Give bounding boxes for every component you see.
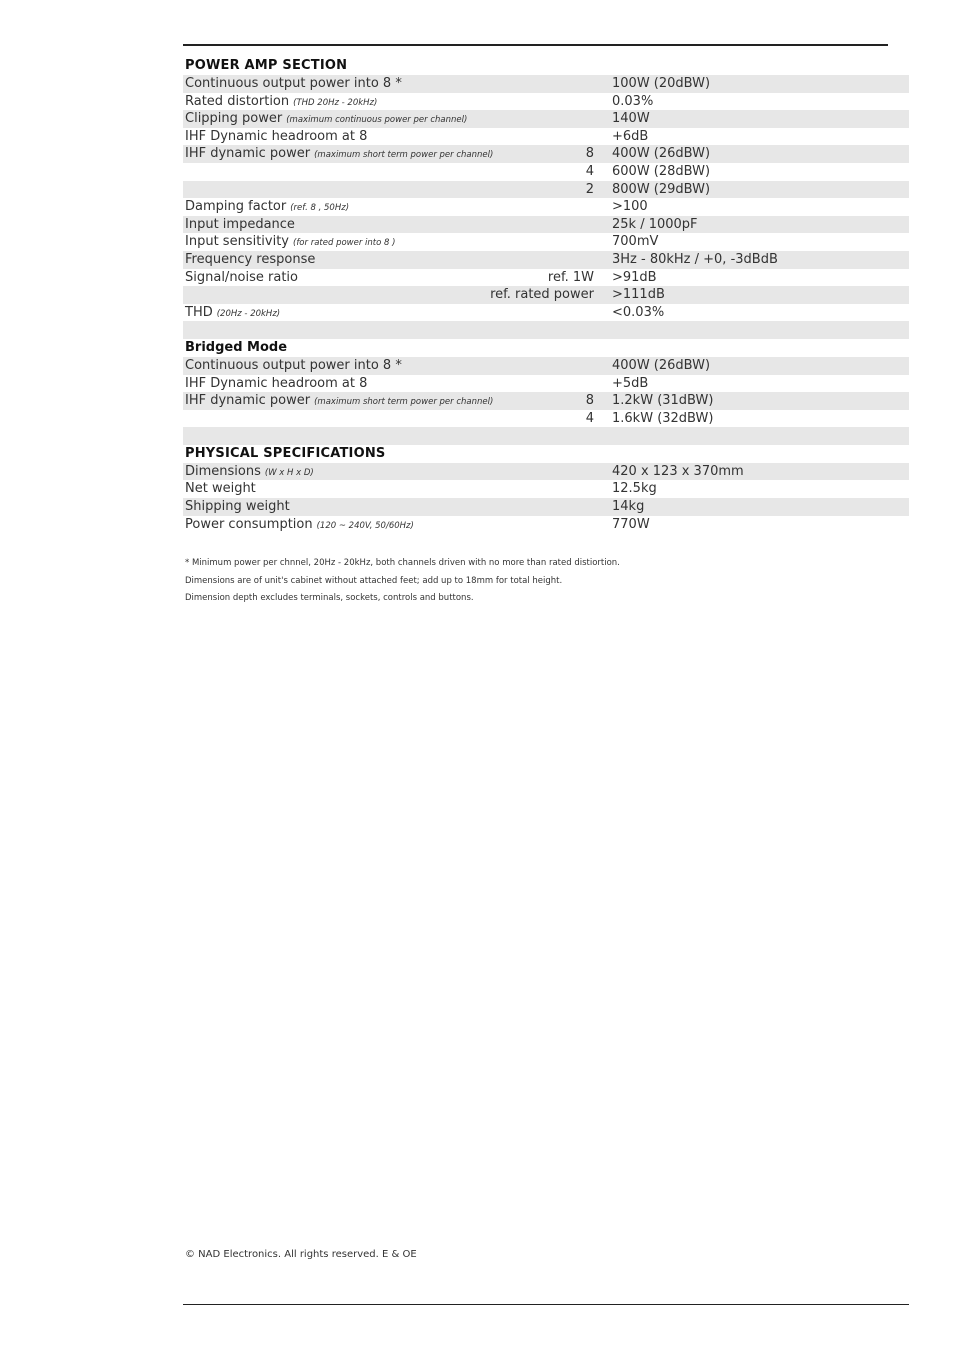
- spec-note: (maximum continuous power per channel): [286, 115, 468, 126]
- spec-row: [183, 216, 909, 234]
- spec-label-text: Dimensions: [185, 463, 261, 479]
- spec-note: (for rated power into 8 ): [293, 238, 396, 249]
- spec-value: 420 x 123 x 370mm: [612, 463, 744, 479]
- spec-note: (W x H x D): [264, 467, 314, 478]
- spec-label-text: Net weight: [185, 481, 256, 497]
- spec-row: [183, 410, 909, 428]
- spec-value: 25k / 1000pF: [612, 216, 698, 232]
- spec-label-text: Continuous output power into 8 *: [185, 76, 402, 91]
- spec-note: (120 ~ 240V, 50/60Hz): [316, 520, 414, 531]
- spec-label-text: THD: [185, 304, 213, 320]
- spec-label-text: Input sensitivity: [185, 234, 289, 250]
- copyright-notice: © NAD Electronics. All rights reserved. E & OE: [185, 1249, 417, 1260]
- spec-row: [183, 198, 909, 216]
- spec-label-text: Signal/noise ratio: [185, 269, 298, 285]
- section-spacer: [183, 427, 909, 445]
- spec-value: <0.03%: [612, 304, 665, 320]
- spec-row: [183, 269, 909, 287]
- bridged-rows: [183, 357, 909, 427]
- spec-row: [183, 181, 909, 199]
- spec-condition: ref. 1W: [547, 269, 594, 285]
- spec-value: 770W: [612, 516, 650, 532]
- spec-row: [183, 110, 909, 128]
- footnote: Dimension depth excludes terminals, sockets, controls and buttons.: [185, 593, 474, 604]
- spec-value: 0.03%: [612, 93, 654, 109]
- spec-value: 12.5kg: [612, 481, 657, 497]
- spec-row: [183, 251, 909, 269]
- power-amp-rows: [183, 75, 909, 321]
- spec-condition: 8: [585, 146, 594, 162]
- spec-row: [183, 128, 909, 146]
- spec-label-text: IHF dynamic power: [185, 146, 311, 162]
- spec-row: [183, 392, 909, 410]
- spec-label: [185, 304, 280, 324]
- spec-row: [183, 463, 909, 481]
- spec-value: 800W (29dBW): [612, 181, 711, 197]
- spec-condition: 8: [585, 393, 594, 409]
- spec-label: [185, 516, 414, 536]
- spec-value: 140W: [612, 111, 650, 127]
- spec-sheet: [183, 57, 909, 533]
- spec-value: 14kg: [612, 499, 645, 515]
- spec-value: +5dB: [612, 375, 649, 391]
- spec-row: [183, 304, 909, 322]
- spec-value: 3Hz - 80kHz / +0, -3dBdB: [612, 251, 778, 267]
- spec-row: [183, 516, 909, 534]
- spec-value: 700mV: [612, 234, 659, 250]
- spec-row: [183, 145, 909, 163]
- spec-note: (maximum short term power per channel): [314, 150, 494, 161]
- spec-note: (20Hz - 20kHz): [216, 308, 281, 319]
- power-amp-section-title: POWER AMP SECTION: [185, 58, 348, 73]
- spec-label-text: Rated distortion: [185, 93, 290, 109]
- spec-label-text: Power consumption: [185, 516, 313, 532]
- spec-note: (ref. 8 , 50Hz): [290, 203, 350, 214]
- spec-note: (maximum short term power per channel): [314, 397, 494, 408]
- spec-value: 1.2kW (31dBW): [612, 393, 714, 409]
- physical-specifications-title: PHYSICAL SPECIFICATIONS: [185, 445, 386, 461]
- spec-condition: 4: [585, 410, 594, 426]
- spec-label-text: IHF Dynamic headroom at 8: [185, 128, 368, 144]
- spec-row: [183, 498, 909, 516]
- spec-value: 400W (26dBW): [612, 146, 711, 162]
- spec-value: 400W (26dBW): [612, 357, 711, 373]
- spec-label-text: Continuous output power into 8 *: [185, 357, 402, 373]
- spec-condition: 2: [585, 181, 594, 197]
- spec-condition: ref. rated power: [490, 287, 594, 303]
- spec-row: [183, 93, 909, 111]
- spec-value: 600W (28dBW): [612, 163, 711, 179]
- spec-label-text: Input impedance: [185, 216, 295, 232]
- spec-value: 1.6kW (32dBW): [612, 410, 714, 426]
- bridged-mode-title: Bridged Mode: [185, 339, 288, 355]
- spec-row: [183, 357, 909, 375]
- spec-label-text: Frequency response: [185, 251, 316, 267]
- spec-row: [183, 286, 909, 304]
- spec-row: [183, 375, 909, 393]
- footnote: Dimensions are of unit's cabinet without attached feet; add up to 18mm for total height.: [185, 575, 563, 586]
- footnotes: [185, 555, 620, 608]
- bottom-rule: [183, 1304, 909, 1305]
- spec-value: >91dB: [612, 269, 657, 285]
- spec-row: [183, 75, 909, 93]
- spec-label-text: IHF Dynamic headroom at 8: [185, 375, 368, 391]
- spec-condition: 4: [585, 163, 594, 179]
- spec-label-text: IHF dynamic power: [185, 393, 311, 409]
- top-rule: [183, 44, 888, 46]
- footnote: * Minimum power per chnnel, 20Hz - 20kHz, both channels driven with no more than rated distiortion.: [185, 558, 620, 568]
- spec-value: >111dB: [612, 287, 665, 303]
- physical-rows: [183, 463, 909, 533]
- spec-label-text: Shipping weight: [185, 499, 290, 515]
- spec-value: >100: [612, 199, 648, 215]
- spec-value: 100W (20dBW): [612, 76, 711, 91]
- spec-row: [183, 163, 909, 181]
- spec-row: [183, 480, 909, 498]
- spec-label-text: Clipping power: [185, 111, 283, 127]
- spec-row: [183, 233, 909, 251]
- spec-label-text: Damping factor: [185, 199, 287, 215]
- spec-value: +6dB: [612, 128, 649, 144]
- section-spacer: [183, 321, 909, 339]
- spec-note: (THD 20Hz - 20kHz): [293, 97, 378, 108]
- spec-label: [185, 410, 189, 430]
